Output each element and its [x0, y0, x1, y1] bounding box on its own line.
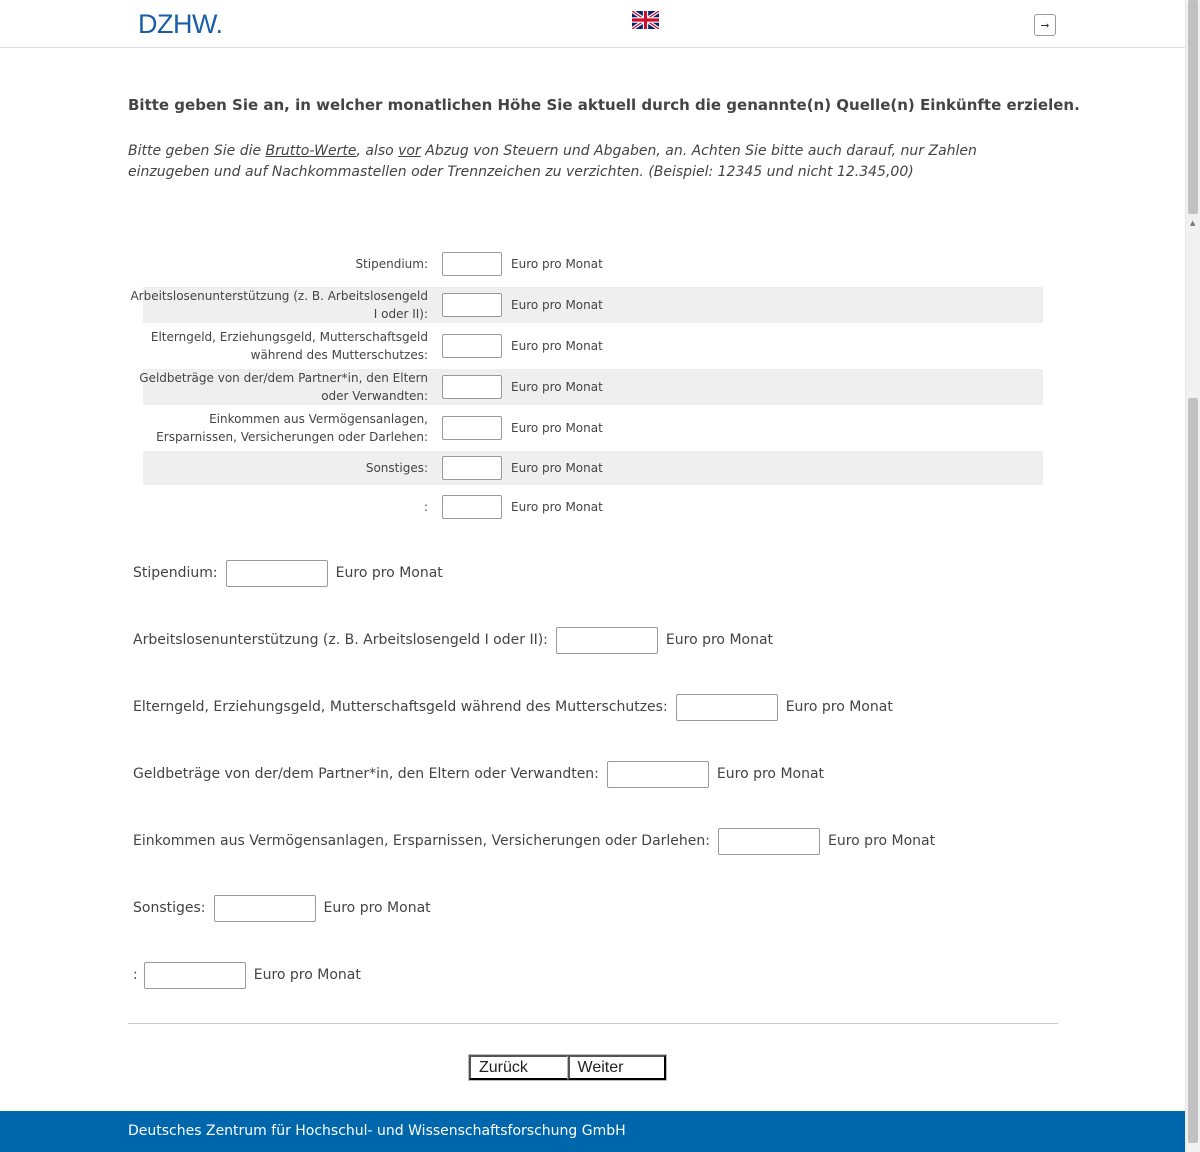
inline-unit: Euro pro Monat: [785, 699, 893, 715]
inline-label: :: [133, 967, 138, 983]
inline-unit: Euro pro Monat: [665, 632, 774, 648]
scrollbar-thumb[interactable]: [1188, 398, 1198, 1143]
arbeitslosen-input[interactable]: [442, 293, 502, 317]
table-row: [139, 369, 1043, 405]
sonstiges-input[interactable]: [442, 456, 502, 480]
inline-unit: Euro pro Monat: [323, 900, 431, 916]
list-item: [133, 559, 443, 587]
instruction-text-3: Abzug von Steuern und Abgaben, an. Achten Sie bitte auch darauf, nur Zahlen einzugeben und auf Nachkommastellen oder Trennzeichen zu verzichten. (Beispiel: 12345 und nicht 12.345,00): [128, 143, 977, 180]
row-unit: Euro pro Monat: [511, 500, 603, 514]
sonstiges-inline-input[interactable]: [214, 895, 316, 922]
row-label: Arbeitslosenunterstützung (z. B. Arbeitslosengeld I oder II):: [130, 289, 428, 321]
unlabeled-inline-input[interactable]: [144, 962, 246, 989]
row-label: Stipendium:: [355, 257, 428, 271]
stipendium-input[interactable]: [442, 252, 502, 276]
list-item: [133, 626, 773, 654]
instruction-text-2: , also: [356, 143, 399, 159]
inline-label: Sonstiges:: [133, 900, 206, 916]
row-label: Elterngeld, Erziehungsgeld, Mutterschaftsgeld während des Mutterschutzes:: [150, 330, 428, 362]
inline-label: Elterngeld, Erziehungsgeld, Mutterschaftsgeld während des Mutterschutzes:: [133, 699, 668, 715]
table-row: [143, 489, 1043, 525]
row-label: Geldbeträge von der/dem Partner*in, den Eltern oder Verwandten:: [139, 371, 428, 403]
row-label: :: [423, 500, 428, 514]
unlabeled-input[interactable]: [442, 495, 502, 519]
question-title: Bitte geben Sie an, in welcher monatlichen Höhe Sie aktuell durch die genannte(n) Quelle(n) Einkünfte erzielen.: [128, 96, 1080, 114]
row-unit: Euro pro Monat: [511, 380, 603, 394]
inline-label: Einkommen aus Vermögensanlagen, Ersparnissen, Versicherungen oder Darlehen:: [133, 833, 710, 849]
inline-unit: Euro pro Monat: [253, 967, 361, 983]
question-instruction: [128, 141, 1058, 183]
list-item: [133, 894, 431, 922]
instruction-text-1: Bitte geben Sie die: [128, 143, 266, 159]
list-item: [133, 693, 893, 721]
scroll-up-arrow-icon[interactable]: ▲: [1190, 219, 1196, 227]
table-row: [143, 246, 1043, 282]
uk-flag-icon[interactable]: [632, 11, 659, 29]
inline-label: Geldbeträge von der/dem Partner*in, den Eltern oder Verwandten:: [133, 766, 599, 782]
elterngeld-input[interactable]: [442, 334, 502, 358]
row-label: Sonstiges:: [365, 461, 428, 475]
navigation-buttons: [468, 1054, 667, 1081]
inline-label: Arbeitslosenunterstützung (z. B. Arbeitslosengeld I oder II):: [133, 632, 548, 648]
scrollbar-track-upper: [1188, 0, 1198, 214]
stipendium-inline-input[interactable]: [226, 560, 328, 587]
divider: [128, 1023, 1058, 1024]
top-bar: [0, 0, 1185, 48]
list-item: [133, 827, 935, 855]
row-unit: Euro pro Monat: [511, 298, 603, 312]
list-item: [133, 961, 361, 989]
table-row: [143, 410, 1043, 446]
next-button[interactable]: Weiter: [568, 1055, 667, 1080]
logout-button[interactable]: [1034, 14, 1056, 36]
list-item: [133, 760, 824, 788]
table-row: [143, 451, 1043, 485]
inline-label: Stipendium:: [133, 565, 218, 581]
partner-eltern-input[interactable]: [442, 375, 502, 399]
table-row: [143, 328, 1043, 364]
vermoegen-input[interactable]: [442, 416, 502, 440]
page-scrollbar[interactable]: [1185, 0, 1200, 1152]
row-unit: Euro pro Monat: [511, 421, 603, 435]
row-unit: Euro pro Monat: [511, 461, 603, 475]
row-unit: Euro pro Monat: [511, 257, 603, 271]
instruction-brutto: Brutto-Werte: [265, 143, 357, 159]
vermoegen-inline-input[interactable]: [718, 828, 820, 855]
table-row: [130, 287, 1043, 323]
elterngeld-inline-input[interactable]: [676, 694, 778, 721]
footer: [0, 1111, 1185, 1152]
inline-unit: Euro pro Monat: [828, 833, 936, 849]
inline-unit: Euro pro Monat: [335, 565, 443, 581]
row-label: Einkommen aus Vermögensanlagen, Ersparnissen, Versicherungen oder Darlehen:: [156, 412, 428, 444]
back-button[interactable]: Zurück: [469, 1055, 568, 1080]
logout-arrow-icon: ⭢: [1040, 18, 1050, 31]
dzhw-logo: DZHW.: [138, 9, 223, 39]
arbeitslosen-inline-input[interactable]: [556, 627, 658, 654]
row-unit: Euro pro Monat: [511, 339, 603, 353]
instruction-vor: vor: [398, 143, 421, 159]
footer-text: Deutsches Zentrum für Hochschul- und Wissenschaftsforschung GmbH: [128, 1123, 626, 1139]
inline-unit: Euro pro Monat: [716, 766, 825, 782]
partner-eltern-inline-input[interactable]: [607, 761, 709, 788]
